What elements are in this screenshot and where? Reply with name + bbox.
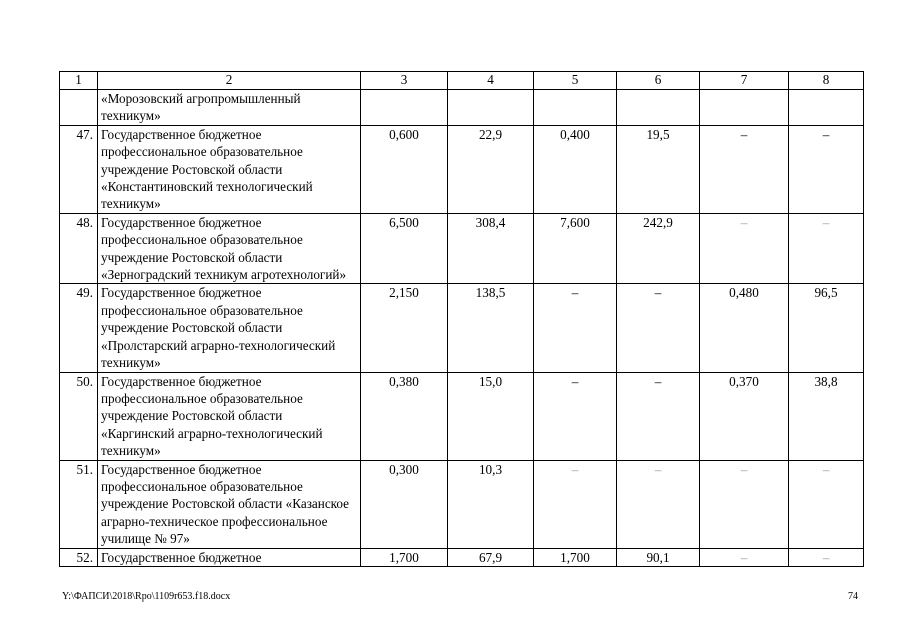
column-header: 7 [700,72,789,90]
row-number: 50. [60,372,98,460]
cell-value [361,90,448,126]
data-table [59,71,864,567]
institution-name: Государственное бюджетное профессиональное образовательное учреждение Ростовской области «Каргинский аграрно-технологический техникум» [98,372,361,460]
cell-value: 1,700 [534,548,617,566]
cell-value: 2,150 [361,284,448,372]
institution-name: Государственное бюджетное [98,548,361,566]
table-row [60,460,864,548]
cell-value: – [789,460,864,548]
cell-value: – [789,548,864,566]
cell-value: 15,0 [448,372,534,460]
cell-value: – [617,284,700,372]
column-header: 2 [98,72,361,90]
cell-value: – [789,213,864,284]
table-row [60,213,864,284]
cell-value: 38,8 [789,372,864,460]
cell-value: – [700,548,789,566]
cell-value: 10,3 [448,460,534,548]
row-number: 48. [60,213,98,284]
cell-value: – [534,284,617,372]
cell-value: – [700,213,789,284]
table-header-row [60,72,864,90]
cell-value: 6,500 [361,213,448,284]
cell-value [617,90,700,126]
institution-name: Государственное бюджетное профессиональное образовательное учреждение Ростовской области «Константиновский технологический техникум» [98,125,361,213]
column-header: 3 [361,72,448,90]
column-header: 6 [617,72,700,90]
cell-value [789,90,864,126]
institution-name: «Морозовский агропромышленный техникум» [98,90,361,126]
cell-value: – [700,460,789,548]
cell-value: – [534,460,617,548]
institution-name: Государственное бюджетное профессиональное образовательное учреждение Ростовской области «Казанское аграрно-техническое профессиональное училище № 97» [98,460,361,548]
cell-value [448,90,534,126]
cell-value [534,90,617,126]
cell-value: 90,1 [617,548,700,566]
cell-value: 0,480 [700,284,789,372]
institution-name: Государственное бюджетное профессиональное образовательное учреждение Ростовской области «Пролстарский аграрно-технологический техникум» [98,284,361,372]
cell-value: 0,300 [361,460,448,548]
table-row [60,372,864,460]
cell-value: 138,5 [448,284,534,372]
table-row [60,90,864,126]
cell-value: 19,5 [617,125,700,213]
column-header: 4 [448,72,534,90]
cell-value: – [617,460,700,548]
footer-file-path: Y:\ФАПСИ\2018\Rpo\1109r653.f18.docx [62,591,231,602]
cell-value: 242,9 [617,213,700,284]
cell-value: 0,380 [361,372,448,460]
row-number: 52. [60,548,98,566]
cell-value: 7,600 [534,213,617,284]
row-number: 47. [60,125,98,213]
cell-value: 67,9 [448,548,534,566]
column-header: 5 [534,72,617,90]
cell-value: – [700,125,789,213]
cell-value: 0,400 [534,125,617,213]
column-header: 8 [789,72,864,90]
cell-value: – [534,372,617,460]
cell-value: – [617,372,700,460]
cell-value [700,90,789,126]
cell-value: 308,4 [448,213,534,284]
row-number: 51. [60,460,98,548]
column-header: 1 [60,72,98,90]
table-row [60,284,864,372]
page-number: 74 [848,591,858,602]
cell-value: 0,600 [361,125,448,213]
table-row [60,125,864,213]
row-number [60,90,98,126]
cell-value: 96,5 [789,284,864,372]
cell-value: 1,700 [361,548,448,566]
cell-value: 0,370 [700,372,789,460]
institution-name: Государственное бюджетное профессиональное образовательное учреждение Ростовской области «Зерноградский техникум агротехнологий» [98,213,361,284]
cell-value: – [789,125,864,213]
row-number: 49. [60,284,98,372]
table-row [60,548,864,566]
cell-value: 22,9 [448,125,534,213]
